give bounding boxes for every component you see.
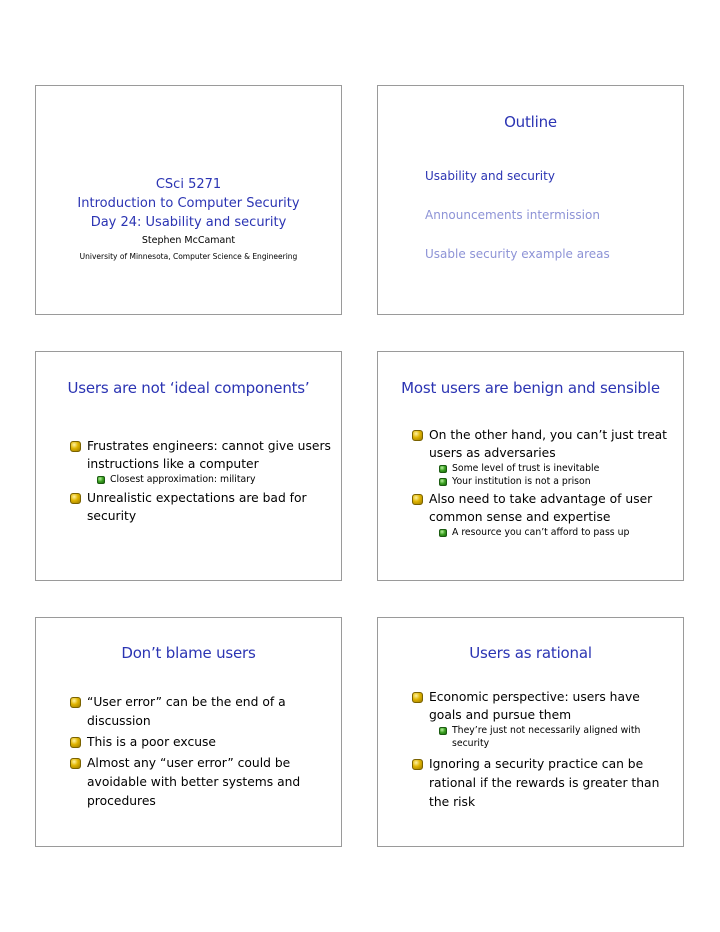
course-title: Introduction to Computer Security xyxy=(77,196,300,211)
slide-title-text: Don’t blame users xyxy=(121,644,256,662)
slide-title xyxy=(35,85,342,315)
slide-body xyxy=(412,426,675,539)
bullet-text: Ignoring a security practice can be rational if the rewards is greater than the risk xyxy=(429,757,660,809)
slide-title-text: Users as rational xyxy=(469,644,592,662)
bullet-item xyxy=(412,755,675,812)
outline-item-announcements: Announcements intermission xyxy=(425,208,600,222)
bullet-item xyxy=(70,733,333,752)
slide-users-rational xyxy=(377,617,684,847)
slide-ideal-components xyxy=(35,351,342,581)
slide-body xyxy=(70,693,333,811)
lecture-title: Day 24: Usability and security xyxy=(90,215,287,230)
sub-bullet-item xyxy=(439,462,675,475)
sub-bullet-icon xyxy=(97,476,105,484)
outline-list xyxy=(425,169,610,286)
bullet-icon xyxy=(70,697,81,708)
sub-bullet-text: They’re just not necessarily aligned with security xyxy=(452,725,641,749)
bullet-text: Unrealistic expectations are bad for security xyxy=(87,491,307,523)
bullet-text: Economic perspective: users have goals and pursue them xyxy=(429,690,640,722)
bullet-icon xyxy=(412,692,423,703)
bullet-text: Almost any “user error” could be avoidable with better systems and procedures xyxy=(87,756,301,808)
bullet-item xyxy=(70,489,333,525)
sub-bullet-item xyxy=(439,526,675,539)
bullet-icon xyxy=(70,758,81,769)
bullet-item xyxy=(412,426,675,462)
sub-bullet-icon xyxy=(439,529,447,537)
bullet-text: This is a poor excuse xyxy=(87,735,216,749)
bullet-icon xyxy=(70,493,81,504)
sub-bullet-text: Your institution is not a prison xyxy=(452,476,591,487)
bullet-text: “User error” can be the end of a discussion xyxy=(87,695,286,728)
bullet-text: On the other hand, you can’t just treat users as adversaries xyxy=(429,428,667,460)
sub-bullet-item xyxy=(439,724,675,750)
sub-bullet-text: Some level of trust is inevitable xyxy=(452,463,600,474)
sub-bullet-icon xyxy=(439,478,447,486)
sub-bullet-text: A resource you can’t afford to pass up xyxy=(452,527,630,538)
bullet-icon xyxy=(412,759,423,770)
slide-body xyxy=(70,437,333,525)
sub-bullet-icon xyxy=(439,727,447,735)
outline-item-examples: Usable security example areas xyxy=(425,247,610,261)
bullet-text: Also need to take advantage of user common sense and expertise xyxy=(429,492,653,524)
course-number: CSci 5271 xyxy=(155,177,222,192)
title-block xyxy=(36,175,341,261)
slide-title-text: Users are not ‘ideal components’ xyxy=(67,379,310,397)
affiliation: University of Minnesota, Computer Science & Engineering xyxy=(79,252,298,261)
bullet-item xyxy=(70,754,333,811)
bullet-icon xyxy=(412,494,423,505)
sub-bullet-icon xyxy=(439,465,447,473)
author: Stephen McCamant xyxy=(141,235,236,246)
bullet-icon xyxy=(70,737,81,748)
slide-title-text: Most users are benign and sensible xyxy=(401,379,660,397)
bullet-icon xyxy=(412,430,423,441)
slide-benign-users xyxy=(377,351,684,581)
outline-item-usability: Usability and security xyxy=(425,169,555,183)
slide-outline xyxy=(377,85,684,315)
sub-bullet-text: Closest approximation: military xyxy=(110,474,256,485)
bullet-item xyxy=(412,688,675,724)
slide-title-text: Outline xyxy=(504,113,557,131)
slide-dont-blame-users xyxy=(35,617,342,847)
bullet-item xyxy=(70,693,333,731)
sub-bullet-item xyxy=(439,475,675,488)
bullet-item xyxy=(70,437,333,473)
bullet-icon xyxy=(70,441,81,452)
sub-bullet-item xyxy=(97,473,333,486)
bullet-item xyxy=(412,490,675,526)
slide-body xyxy=(412,688,675,812)
bullet-text: Frustrates engineers: cannot give users instructions like a computer xyxy=(87,439,331,471)
